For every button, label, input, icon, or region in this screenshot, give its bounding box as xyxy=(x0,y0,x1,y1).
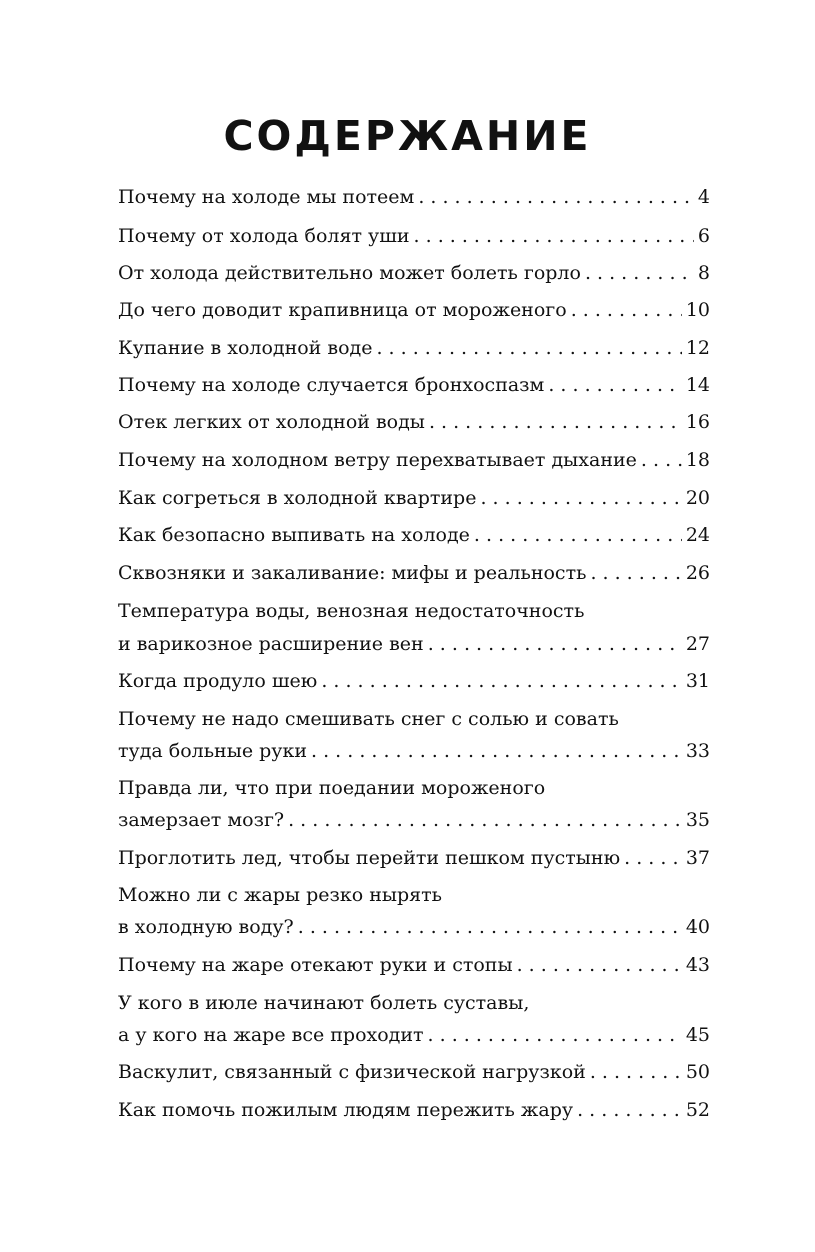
toc-entry-title: в холодную воду? xyxy=(118,916,294,938)
dot-leader xyxy=(517,948,682,982)
dot-leader xyxy=(428,1018,682,1052)
dot-leader xyxy=(288,803,682,837)
toc-entry xyxy=(118,627,710,661)
toc-entry-page: 20 xyxy=(685,487,710,509)
toc-entry-page: 10 xyxy=(685,299,710,321)
toc-entry-page: 50 xyxy=(685,1061,710,1083)
toc-entry xyxy=(118,481,710,515)
dot-leader xyxy=(298,910,682,944)
toc-entry-page: 8 xyxy=(697,262,710,284)
toc-entry xyxy=(118,405,710,439)
toc-entry-title: До чего доводит крапивница от мороженого xyxy=(118,299,567,321)
toc-entry-page: 52 xyxy=(685,1099,710,1121)
toc-entry-title: Почему на жаре отекают руки и стопы xyxy=(118,954,513,976)
dot-leader xyxy=(590,1055,682,1089)
toc-entry-page: 24 xyxy=(685,524,710,546)
toc-entry-page: 43 xyxy=(685,954,710,976)
dot-leader xyxy=(429,405,682,439)
dot-leader xyxy=(474,518,682,552)
toc-entry-title: Как безопасно выпивать на холоде xyxy=(118,524,470,546)
dot-leader xyxy=(548,368,681,402)
toc-entry-page: 31 xyxy=(685,670,710,692)
toc-entry-first-line xyxy=(118,594,710,628)
dot-leader xyxy=(376,331,681,365)
toc-entry xyxy=(118,180,710,214)
toc-entry-title: Проглотить лед, чтобы перейти пешком пустыню xyxy=(118,847,621,869)
toc-entry-title: Как помочь пожилым людям пережить жару xyxy=(118,1099,574,1121)
toc-entry xyxy=(118,948,710,982)
toc-entry-page: 16 xyxy=(685,411,710,433)
toc-entry-title: Васкулит, связанный с физической нагрузкой xyxy=(118,1061,586,1083)
toc-entry xyxy=(118,331,710,365)
toc-entry xyxy=(118,1055,710,1089)
toc-entry-first-line xyxy=(118,771,710,805)
toc-entry-title: Почему на холоде случается бронхоспазм xyxy=(118,374,545,396)
toc-entry-first-line xyxy=(118,986,710,1020)
toc-entry-title-line1: У кого в июле начинают болеть суставы, xyxy=(118,992,530,1014)
dot-leader xyxy=(641,443,682,477)
toc-entry-title-line1: Почему не надо смешивать снег с солью и совать xyxy=(118,708,619,730)
toc-entry-title: От холода действительно может болеть горло xyxy=(118,262,581,284)
toc-entry xyxy=(118,1093,710,1127)
toc-entry xyxy=(118,734,710,768)
toc-entry xyxy=(118,518,710,552)
toc-entry-page: 27 xyxy=(685,633,710,655)
toc-entry-title-line1: Температура воды, венозная недостаточность xyxy=(118,600,585,622)
toc-entry-page: 18 xyxy=(685,449,710,471)
toc-entry-page: 6 xyxy=(697,225,710,247)
dot-leader xyxy=(414,219,694,253)
toc-entry-page: 14 xyxy=(685,374,710,396)
page-title: СОДЕРЖАНИЕ xyxy=(223,112,592,160)
toc-entry-title: замерзает мозг? xyxy=(118,809,285,831)
dot-leader xyxy=(571,293,682,327)
toc-entry-page: 12 xyxy=(685,337,710,359)
toc-entry-title: Почему на холодном ветру перехватывает дыхание xyxy=(118,449,637,471)
toc-entry xyxy=(118,293,710,327)
toc-entry-title: Купание в холодной воде xyxy=(118,337,373,359)
toc-entry-page: 26 xyxy=(685,562,710,584)
toc-entry xyxy=(118,219,710,253)
dot-leader xyxy=(590,556,681,590)
dot-leader xyxy=(311,734,682,768)
dot-leader xyxy=(624,841,682,875)
toc-entry-page: 4 xyxy=(697,186,710,208)
toc-entry xyxy=(118,910,710,944)
dot-leader xyxy=(577,1093,682,1127)
toc-entry-title: туда больные руки xyxy=(118,740,307,762)
dot-leader xyxy=(418,180,694,214)
toc-entry-title: а у кого на жаре все проходит xyxy=(118,1024,424,1046)
toc-entry xyxy=(118,1018,710,1052)
toc-entry xyxy=(118,664,710,698)
toc-entry-title: Как согреться в холодной квартире xyxy=(118,487,477,509)
table-of-contents xyxy=(118,0,710,1252)
toc-entry-title: Сквозняки и закаливание: мифы и реальность xyxy=(118,562,587,584)
toc-entry-first-line xyxy=(118,702,710,736)
dot-leader xyxy=(428,627,682,661)
toc-entry-page: 40 xyxy=(685,916,710,938)
toc-entry-title: Почему на холоде мы потеем xyxy=(118,186,415,208)
toc-entry-title-line1: Правда ли, что при поедании мороженого xyxy=(118,777,546,799)
dot-leader xyxy=(585,256,694,290)
toc-entry-page: 35 xyxy=(685,809,710,831)
toc-entry xyxy=(118,556,710,590)
toc-entry xyxy=(118,803,710,837)
toc-entry-title-line1: Можно ли с жары резко нырять xyxy=(118,884,443,906)
toc-entry-title: и варикозное расширение вен xyxy=(118,633,424,655)
toc-entry xyxy=(118,443,710,477)
dot-leader xyxy=(321,664,682,698)
toc-entry xyxy=(118,841,710,875)
toc-entry-title: Почему от холода болят уши xyxy=(118,225,410,247)
toc-entry xyxy=(118,256,710,290)
toc-entry-page: 45 xyxy=(685,1024,710,1046)
toc-entry-title: Отек легких от холодной воды xyxy=(118,411,425,433)
toc-entry-first-line xyxy=(118,878,710,912)
toc-entry xyxy=(118,368,710,402)
toc-entry-page: 37 xyxy=(685,847,710,869)
toc-entry-title: Когда продуло шею xyxy=(118,670,318,692)
toc-entry-page: 33 xyxy=(685,740,710,762)
dot-leader xyxy=(480,481,681,515)
